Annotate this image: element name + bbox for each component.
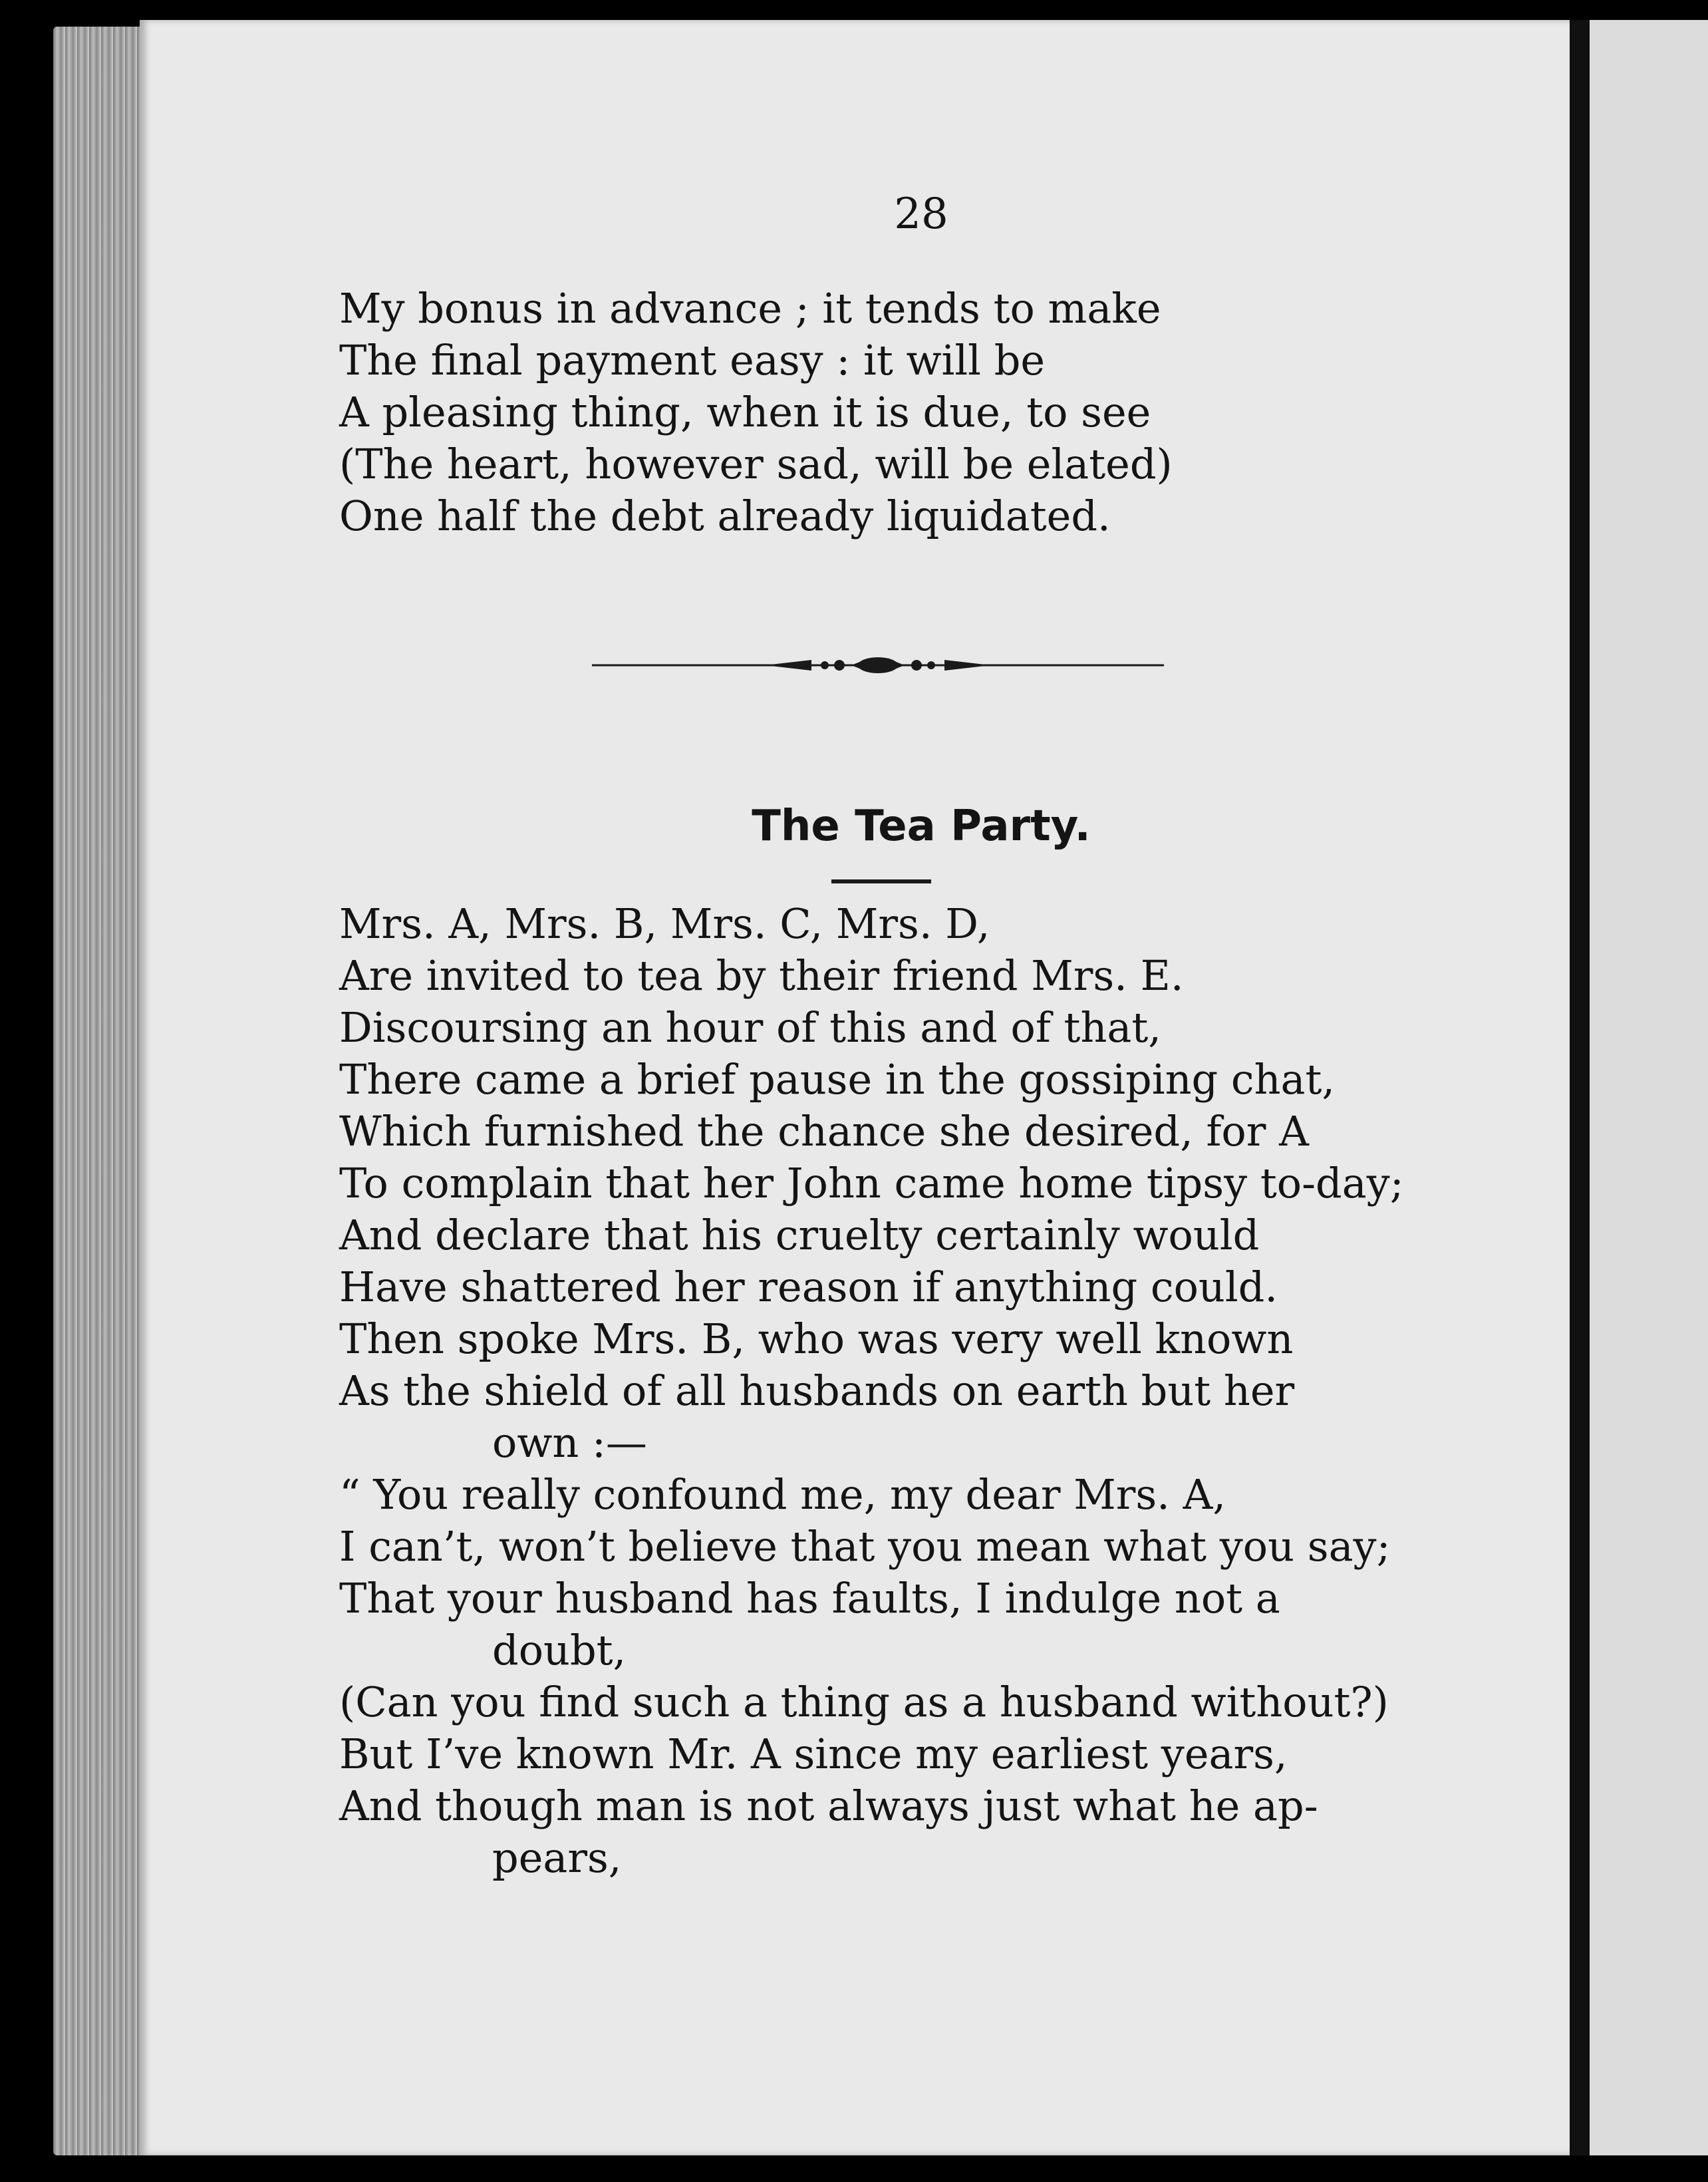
title-rule bbox=[831, 879, 931, 883]
verse-line: Are invited to tea by their friend Mrs. E. bbox=[339, 951, 1184, 1000]
verse-line: But I’ve known Mr. A since my earliest years, bbox=[339, 1730, 1288, 1778]
verse-line: Which furnished the chance she desired, for A bbox=[339, 1107, 1309, 1156]
facing-page-edge bbox=[1590, 20, 1708, 2155]
verse-line: One half the debt already liquidated. bbox=[339, 492, 1111, 540]
verse-line: I can’t, won’t believe that you mean what you say; bbox=[339, 1522, 1391, 1571]
verse-line: (Can you find such a thing as a husband without?) bbox=[339, 1678, 1389, 1726]
verse-line: A pleasing thing, when it is due, to see bbox=[339, 388, 1151, 436]
verse-line: “ You really confound me, my dear Mrs. A, bbox=[339, 1470, 1226, 1519]
stanza-top bbox=[339, 283, 1173, 542]
verse-line: And declare that his cruelty certainly would bbox=[339, 1211, 1260, 1259]
verse-line-continuation: doubt, bbox=[492, 1626, 627, 1674]
verse-line-continuation: pears, bbox=[492, 1833, 622, 1882]
verse-line-continuation: own :— bbox=[492, 1418, 647, 1467]
ornamental-divider bbox=[592, 645, 1164, 685]
verse-line: Discoursing an hour of this and of that, bbox=[339, 1003, 1161, 1052]
verse-line: To complain that her John came home tipsy to-day; bbox=[339, 1159, 1404, 1207]
book-page bbox=[140, 20, 1570, 2155]
verse-line: My bonus in advance ; it tends to make bbox=[339, 284, 1161, 333]
page-edges bbox=[53, 27, 146, 2155]
poem-title: The Tea Party. bbox=[752, 802, 1091, 851]
poem-body bbox=[339, 898, 1404, 1884]
verse-line: (The heart, however sad, will be elated) bbox=[339, 440, 1173, 488]
page-text bbox=[140, 20, 1570, 2155]
verse-line: As the shield of all husbands on earth but her bbox=[339, 1366, 1295, 1415]
page-gutter bbox=[1570, 20, 1590, 2155]
verse-line: Then spoke Mrs. B, who was very well known bbox=[339, 1315, 1294, 1363]
verse-line: Have shattered her reason if anything could. bbox=[339, 1263, 1278, 1311]
page-number: 28 bbox=[894, 190, 948, 239]
verse-line: There came a brief pause in the gossiping chat, bbox=[339, 1055, 1336, 1104]
verse-line: And though man is not always just what he ap- bbox=[339, 1782, 1318, 1830]
verse-line: That your husband has faults, I indulge not a bbox=[339, 1574, 1280, 1623]
verse-line: The final payment easy : it will be bbox=[339, 336, 1046, 385]
verse-line: Mrs. A, Mrs. B, Mrs. C, Mrs. D, bbox=[339, 899, 990, 948]
